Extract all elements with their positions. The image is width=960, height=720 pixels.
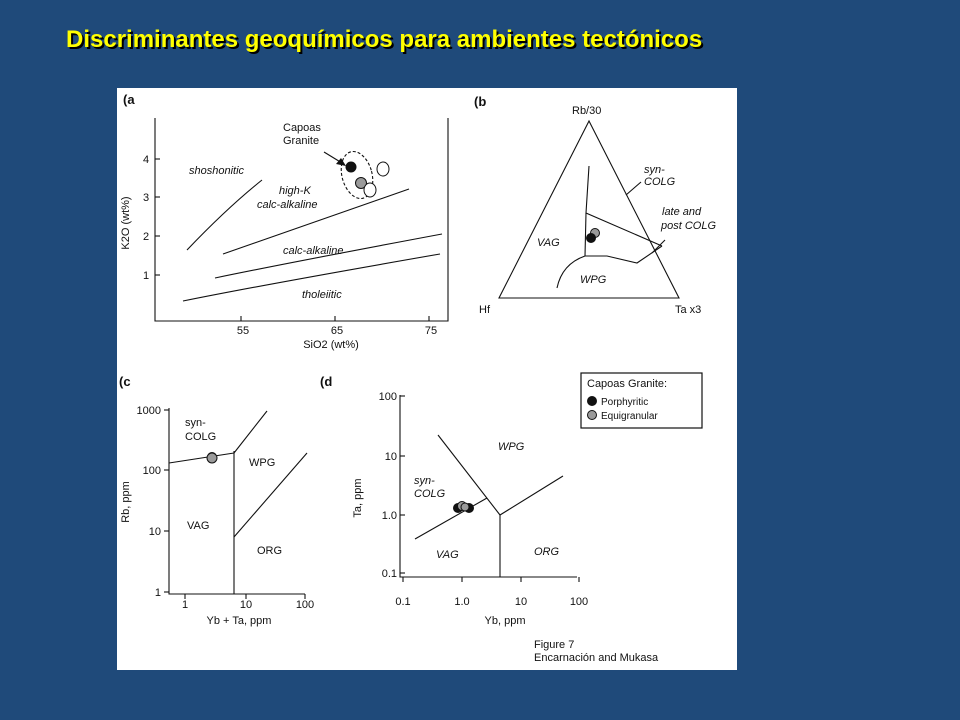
panel-c-ylabel: Rb, ppm <box>120 481 132 523</box>
panel-d-sample-equigranular <box>461 503 469 511</box>
panel-b-field-syn-1: syn- <box>644 164 665 176</box>
panel-a-field-calc-alkaline-2: calc-alkaline <box>283 245 344 257</box>
legend-marker-equigranular <box>588 411 597 420</box>
panel-a-open-sample <box>364 183 376 197</box>
panel-c-xtick-label: 1 <box>181 599 189 611</box>
legend-title: Capoas Granite: <box>587 378 668 390</box>
panel-a-field-shoshonitic: shoshonitic <box>189 165 245 177</box>
panel-d-boundary <box>500 476 563 515</box>
panel-a-sample-label-1: Capoas <box>283 122 321 134</box>
panel-b-apex-right: Ta x3 <box>675 304 702 316</box>
figure-panel <box>117 88 737 670</box>
panel-d-ytick-label: 0.1 <box>381 568 397 580</box>
panel-d-field-syn-2: COLG <box>414 488 446 500</box>
panel-d-field-wpg: WPG <box>498 441 525 453</box>
legend <box>581 373 702 428</box>
panel-c-ytick-label: 10 <box>148 526 161 538</box>
panel-d-letter: (d <box>320 374 333 389</box>
panel-d-xtick-label: 1.0 <box>454 596 470 608</box>
panel-a-field-high-k: high-K <box>279 185 311 197</box>
panel-d <box>320 374 588 627</box>
panel-a-xlabel: SiO2 (wt%) <box>303 339 359 351</box>
panel-b-field-wpg: WPG <box>580 274 607 286</box>
panel-d-field-org: ORG <box>534 546 560 558</box>
panel-c-boundary <box>234 411 267 453</box>
panel-d-xtick-label: 100 <box>569 596 589 608</box>
panel-b-field-vag: VAG <box>537 237 560 249</box>
panel-c-letter: (c <box>119 374 131 389</box>
figure-svg <box>117 88 737 670</box>
panel-c-xtick-label: 100 <box>295 599 315 611</box>
panel-a-open-sample <box>377 162 389 176</box>
panel-d-boundary <box>415 498 487 539</box>
panel-a-xtick-label: 55 <box>236 325 250 337</box>
figure-caption-line-1: Figure 7 <box>534 639 575 651</box>
legend-marker-porphyritic <box>588 397 597 406</box>
panel-d-ytick-label: 10 <box>384 451 397 463</box>
panel-c-ytick-label: 100 <box>142 465 161 477</box>
panel-b-field-late-2: post COLG <box>661 220 717 232</box>
panel-a-ytick-label: 2 <box>142 231 150 243</box>
panel-d-field-vag: VAG <box>436 549 459 561</box>
panel-c-ytick-label: 1 <box>154 587 161 599</box>
panel-c-field-syn-1: syn- <box>185 417 206 429</box>
panel-d-ytick-label: 100 <box>378 391 397 403</box>
legend-label-porphyritic: Porphyritic <box>601 397 649 408</box>
panel-d-xtick-label: 10 <box>514 596 528 608</box>
panel-c-xtick-label: 10 <box>239 599 253 611</box>
figure-caption-line-2: Encarnación and Mukasa <box>534 652 659 664</box>
panel-c-field-wpg: WPG <box>249 457 276 469</box>
panel-b-leader <box>626 182 641 195</box>
panel-b-boundary <box>585 246 662 263</box>
panel-a-sample-label-2: Granite <box>283 135 320 147</box>
panel-d-xlabel: Yb, ppm <box>484 615 526 627</box>
panel-a-letter: (a <box>123 92 135 107</box>
panel-d-field-syn-1: syn- <box>414 475 435 487</box>
panel-b <box>474 94 716 316</box>
legend-label-equigranular: Equigranular <box>601 411 658 422</box>
panel-a-arrowhead <box>336 158 346 166</box>
panel-b-sample-porphyritic <box>587 234 596 243</box>
panel-a-xtick-label: 65 <box>330 325 344 337</box>
panel-d-xtick-label: 0.1 <box>395 596 411 608</box>
panel-c-field-syn-2: COLG <box>185 431 217 443</box>
panel-b-field-late-1: late and <box>662 206 702 218</box>
panel-c-sample-equigranular <box>207 453 217 463</box>
panel-a-boundary <box>187 180 262 250</box>
panel-a-ytick-label: 4 <box>142 154 150 166</box>
panel-a-ytick-label: 3 <box>142 192 150 204</box>
panel-b-field-syn-2: COLG <box>644 176 676 188</box>
panel-c-boundary <box>169 453 234 463</box>
panel-b-boundary <box>585 213 586 256</box>
panel-a-field-calc-alkaline-1: calc-alkaline <box>257 199 318 211</box>
panel-b-triangle <box>499 121 679 298</box>
panel-b-apex-left: Hf <box>479 304 490 316</box>
panel-b-letter: (b <box>474 94 487 109</box>
panel-a-ytick-label: 1 <box>142 270 150 282</box>
panel-c-ytick-label: 1000 <box>136 405 161 417</box>
panel-a-sample-porphyritic <box>346 162 356 172</box>
panel-a-ylabel: K2O (wt%) <box>120 196 132 250</box>
slide-title: Discriminantes geoquímicos para ambientes tectónicos <box>66 26 703 53</box>
panel-c <box>119 374 314 627</box>
panel-a-field-tholeiitic: tholeiitic <box>302 289 342 301</box>
panel-a-xtick-label: 75 <box>424 325 438 337</box>
panel-c-xlabel: Yb + Ta, ppm <box>206 615 272 627</box>
panel-c-field-org: ORG <box>257 545 283 557</box>
panel-b-apex-top: Rb/30 <box>572 105 602 117</box>
panel-a <box>120 92 448 351</box>
panel-c-field-vag: VAG <box>187 520 210 532</box>
panel-d-ytick-label: 1.0 <box>381 510 397 522</box>
panel-d-ylabel: Ta, ppm <box>352 478 364 518</box>
